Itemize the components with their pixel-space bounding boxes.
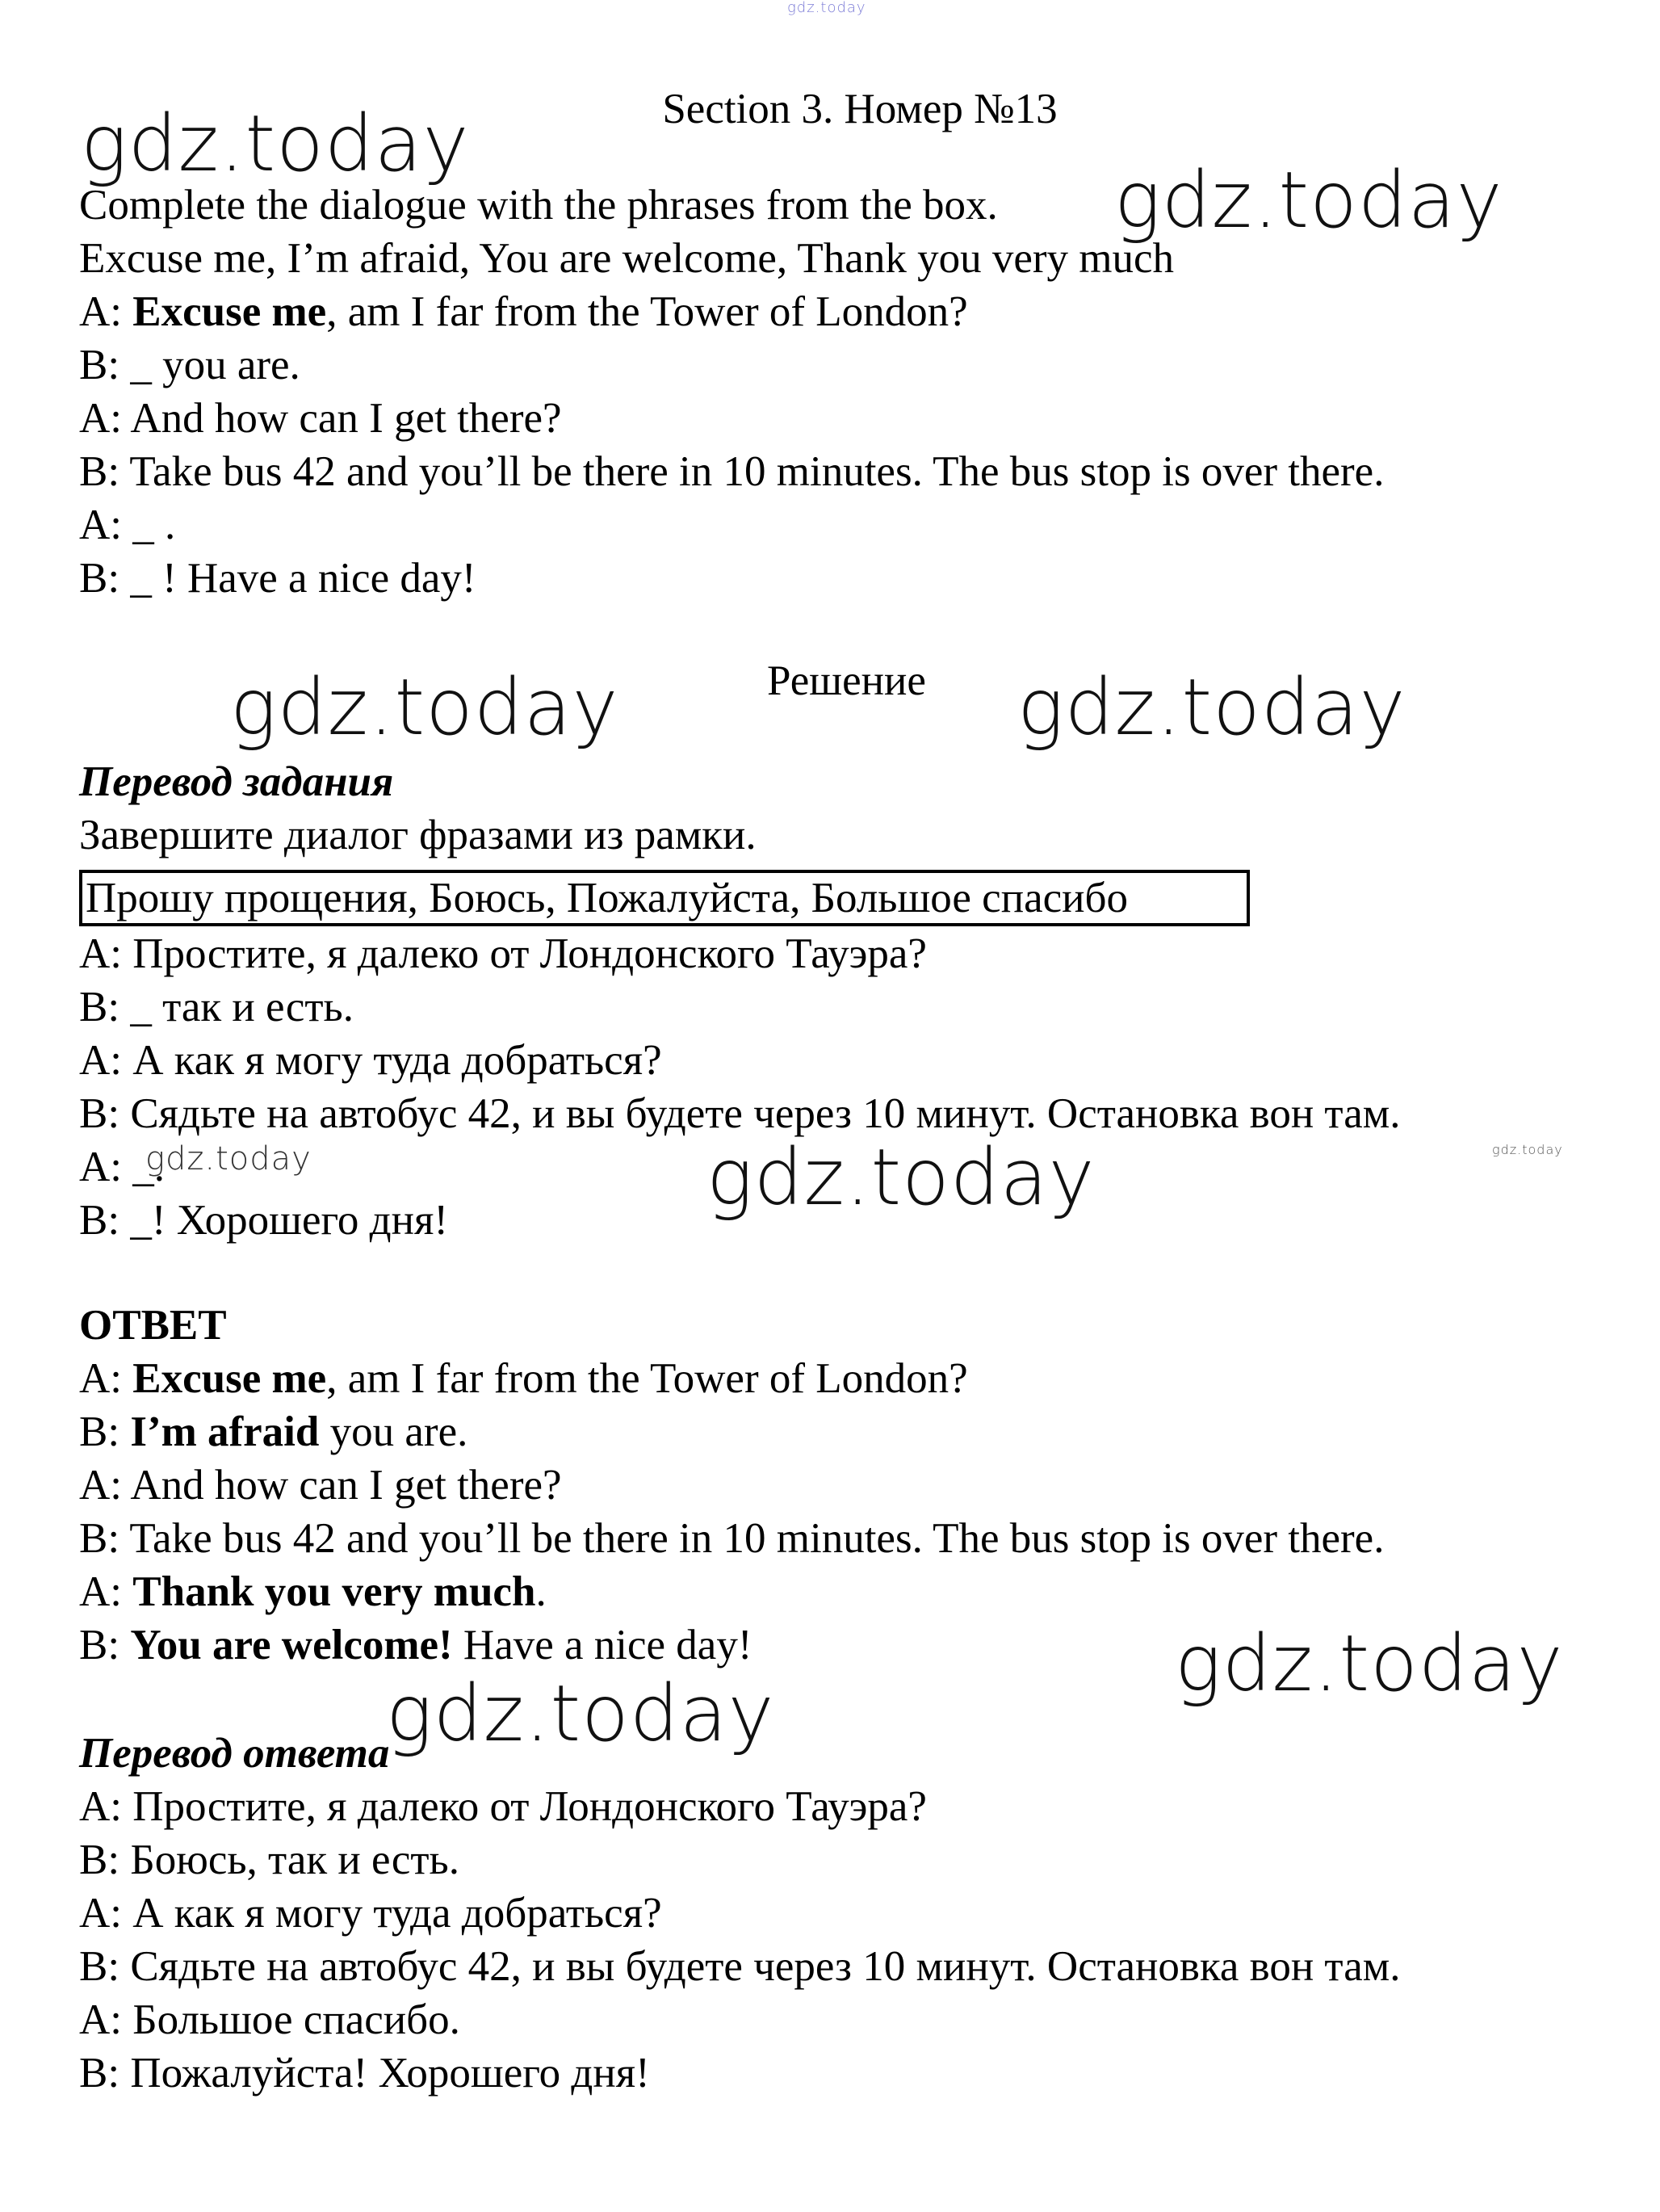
translation-answer-line: B: Сядьте на автобус 42, и вы будете через 10 минут. Остановка вон там. [79, 1943, 1401, 1990]
translation-answer-line: A: Простите, я далеко от Лондонского Тауэра? [79, 1783, 927, 1830]
task-line: B: Take bus 42 and you’ll be there in 10 minutes. The bus stop is over there. [79, 448, 1385, 495]
translation-answer-line: A: А как я могу туда добраться? [79, 1890, 662, 1937]
solution-label: Решение [767, 657, 926, 704]
translation-task-line: B: _ так и есть. [79, 984, 354, 1030]
watermark: gdz.today [1017, 662, 1406, 753]
watermark: gdz.today [81, 99, 470, 189]
watermark: gdz.today [1175, 1618, 1564, 1709]
answer-line: A: And how can I get there? [79, 1462, 562, 1509]
translation-task-instruction: Завершите диалог фразами из рамки. [79, 812, 757, 858]
translation-task-line: A: А как я могу туда добраться? [79, 1037, 662, 1084]
translation-task-line: A: Простите, я далеко от Лондонского Тауэра? [79, 930, 927, 977]
translation-answer-heading: Перевод ответа [79, 1730, 390, 1777]
answer-line: A: Excuse me, am I far from the Tower of London? [79, 1355, 968, 1402]
page-title: Section 3. Номер №13 [662, 86, 1058, 132]
watermark: gdz.today [1492, 1142, 1563, 1157]
answer-line: B: You are welcome! Have a nice day! [79, 1622, 752, 1668]
translation-answer-line: B: Пожалуйста! Хорошего дня! [79, 2050, 650, 2097]
answer-line: B: Take bus 42 and you’ll be there in 10 minutes. The bus stop is over there. [79, 1515, 1385, 1562]
watermark: gdz.today [706, 1132, 1096, 1223]
watermark: gdz.today [787, 0, 866, 16]
watermark: gdz.today [1114, 155, 1503, 246]
translation-answer-line: B: Боюсь, так и есть. [79, 1836, 459, 1883]
translation-task-line: B: _! Хорошего дня! [79, 1197, 449, 1244]
task-phrases: Excuse me, I’m afraid, You are welcome, Thank you very much [79, 235, 1175, 282]
translation-task-line: A: _. [79, 1144, 165, 1190]
task-instruction: Complete the dialogue with the phrases from the box. [79, 182, 998, 229]
answer-line: B: I’m afraid you are. [79, 1408, 468, 1455]
task-line: B: _ you are. [79, 342, 300, 388]
task-line: A: And how can I get there? [79, 395, 562, 442]
translation-task-line: B: Сядьте на автобус 42, и вы будете через 10 минут. Остановка вон там. [79, 1090, 1401, 1137]
answer-line: A: Thank you very much. [79, 1568, 547, 1615]
task-line: A: _ . [79, 502, 176, 548]
watermark: gdz.today [230, 662, 619, 753]
watermark: gdz.today [145, 1140, 312, 1177]
translation-task-heading: Перевод задания [79, 758, 394, 805]
task-line: B: _ ! Have a nice day! [79, 555, 476, 602]
answer-heading: ОТВЕТ [79, 1302, 227, 1349]
translation-answer-line: A: Большое спасибо. [79, 1996, 460, 2043]
watermark: gdz.today [386, 1668, 775, 1759]
phrase-box: Прошу прощения, Боюсь, Пожалуйста, Большое спасибо [79, 870, 1250, 926]
task-line: A: Excuse me, am I far from the Tower of London? [79, 288, 968, 335]
